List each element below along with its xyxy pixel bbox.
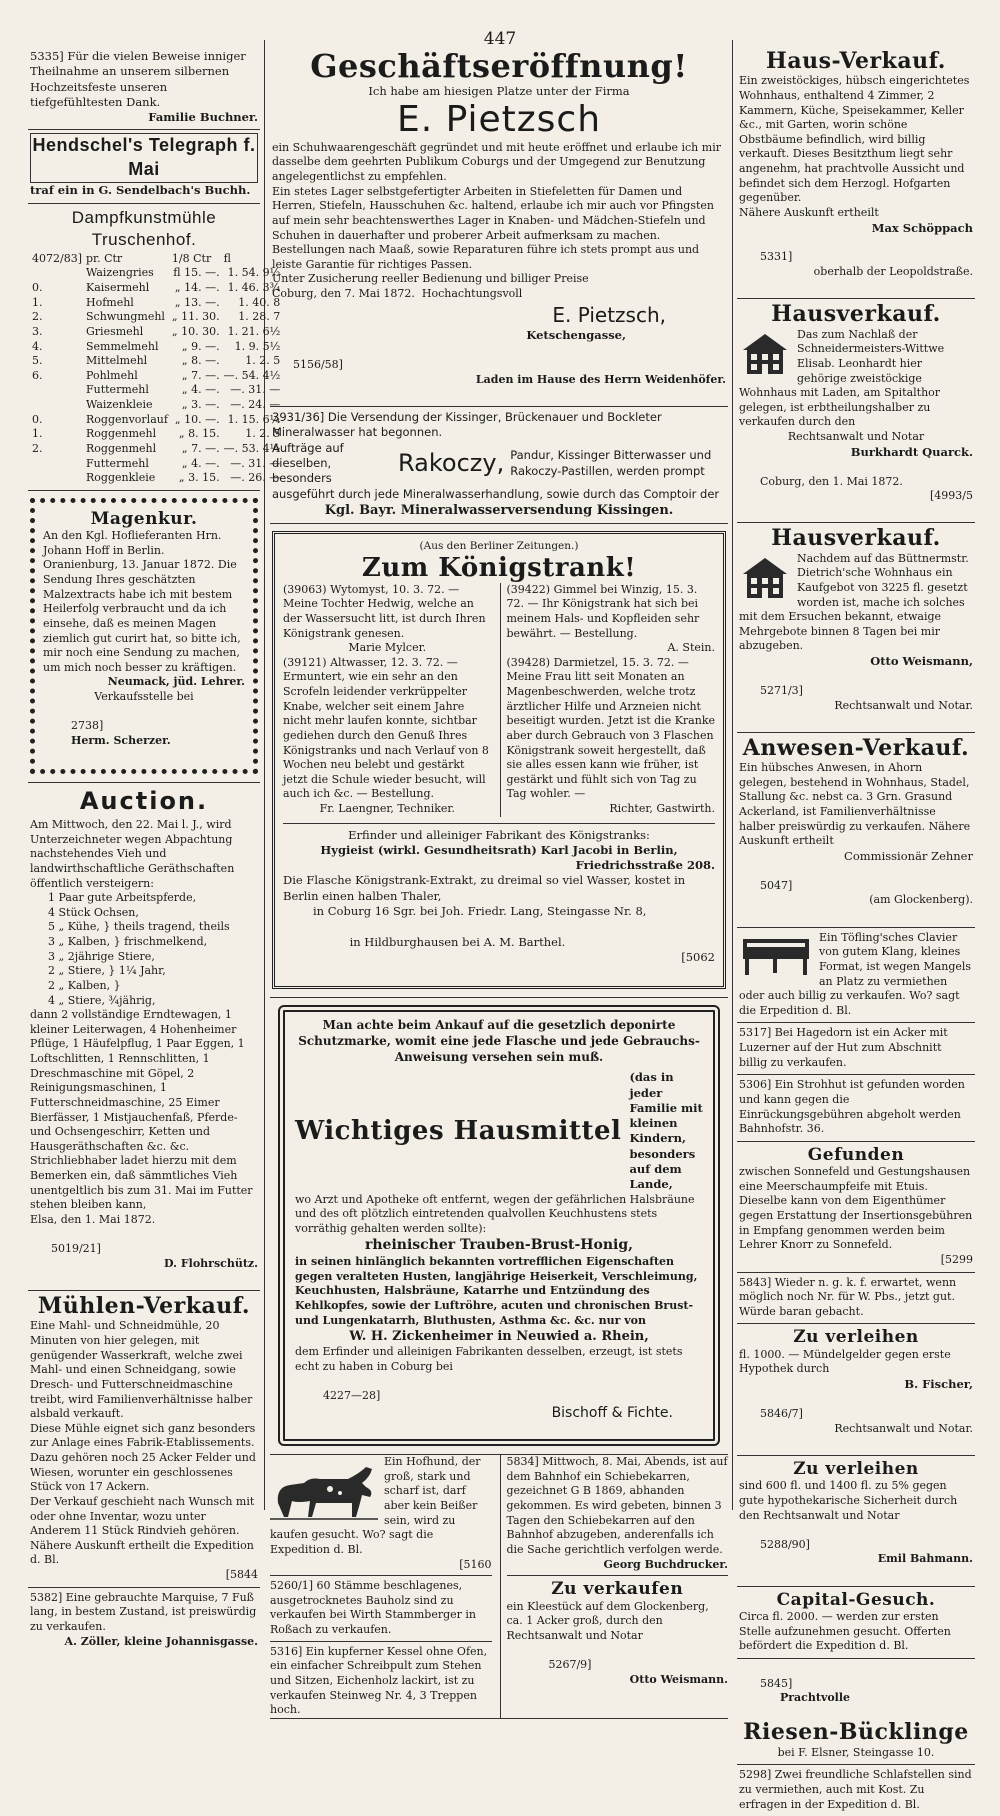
price-per-ctr: „ 10. 30. bbox=[171, 324, 220, 338]
ad-bauholz bbox=[270, 1576, 492, 1642]
ad-ref: 5331] bbox=[759, 250, 793, 264]
ad-ref: 5047] bbox=[759, 878, 793, 892]
ad-straw-hat bbox=[737, 1075, 975, 1142]
ad-text: Nachdem auf das Büttnermstr. Dietrich'sche Wohnhaus ein Kaufgebot von 3225 fl. gesetzt worden ist, mache ich solches mit dem Ersuchen bekannt, etwaige Mehrgebote binnen 8 Tagen bei mir abzugeben. bbox=[739, 551, 973, 653]
price-row bbox=[30, 266, 282, 281]
price-grade: 1. bbox=[32, 295, 43, 309]
ad-warning: Man achte beim Ankauf auf die gesetzlich deponirte Schutzmarke, womit eine jede Flasche und jede Gebrauchs-Anweisung versehen sein muß. bbox=[298, 1018, 700, 1065]
price-per-eighth: —. 26. — bbox=[230, 471, 281, 485]
ad-signature: Otto Weismann, bbox=[870, 654, 973, 669]
ad-signature: Rechtsanwalt und Notar. bbox=[834, 1421, 973, 1435]
ad-text: traf ein in G. Sendelbach's Buchh. bbox=[30, 183, 251, 198]
ad-row-bottom bbox=[270, 1455, 732, 1719]
price-row bbox=[30, 442, 282, 457]
ad-subtitle: (das in jeder Familie mit kleinen Kindern, besonders auf dem Lande, bbox=[629, 1070, 707, 1192]
ad-signature: A. Zöller, kleine Johannisgasse. bbox=[64, 1634, 258, 1648]
auction-item: 1 Paar gute Arbeitspferde, bbox=[48, 891, 197, 905]
price-grade: 1. bbox=[32, 427, 43, 441]
ad-frame bbox=[272, 531, 726, 989]
rakoczy-label: Rakoczy, bbox=[398, 448, 505, 477]
ad-capital bbox=[737, 1587, 975, 1659]
price-product: Schwungmehl bbox=[86, 310, 165, 324]
ad-thanks bbox=[28, 46, 260, 130]
ad-title: Zu verkaufen bbox=[551, 1579, 684, 1600]
price-per-eighth: —. 54. 4½ bbox=[223, 368, 281, 382]
ad-signature: Otto Weismann. bbox=[629, 1672, 728, 1686]
ad-text: Pandur, Kissinger Bitterwasser und Rakoczy-Pastillen, werden prompt bbox=[510, 448, 712, 478]
ad-signature: Max Schöppach bbox=[871, 220, 973, 235]
ad-signature: Familie Buchner. bbox=[148, 110, 258, 125]
piano-icon bbox=[739, 933, 813, 977]
price-per-eighth: —. 31. — bbox=[230, 383, 281, 397]
ad-title: Mühlen-Verkauf. bbox=[37, 1293, 251, 1320]
ad-intro: Ich habe am hiesigen Platze unter der Firma bbox=[368, 84, 630, 99]
price-product: Pohlmehl bbox=[86, 368, 138, 382]
ad-ref: 5019/21] bbox=[50, 1242, 101, 1256]
ad-text: in Coburg 16 Sgr. bei Joh. Friedr. Lang, Steingasse Nr. 8, bbox=[313, 904, 647, 919]
ad-kissingen bbox=[270, 407, 728, 524]
house-icon bbox=[739, 330, 791, 376]
ad-ref: [5299 bbox=[940, 1252, 973, 1266]
ad-frame bbox=[30, 498, 258, 774]
price-grade bbox=[30, 398, 84, 413]
auction-item: 2 „ Stiere, } 1¼ Jahr, bbox=[48, 964, 166, 978]
ad-magenkur bbox=[28, 491, 260, 783]
ad-hausmittel bbox=[270, 998, 728, 1455]
ad-bedrooms bbox=[737, 1765, 975, 1816]
price-per-eighth: 1. 15. 6¼ bbox=[227, 412, 281, 426]
ad-text: dem Erfinder und alleinigen Fabrikanten desselben, erzeugt, ist stets echt zu haben in Coburg bei bbox=[295, 1345, 686, 1374]
testimonial-signature: Richter, Gastwirth. bbox=[609, 802, 715, 815]
ad-lend-2 bbox=[737, 1456, 975, 1587]
ad-text: Am Mittwoch, den 22. Mai l. J., wird Unterzeichneter wegen Abpachtung nachstehendes Vieh und landwirthschaftliche Geräthschaften öffentlich versteigern: bbox=[30, 818, 238, 890]
ad-text: in seinen hinlänglich bekannten vortrefflichen Eigenschaften gegen veralteten Husten, langjährige Heiserkeit, Verschleimung, Keuchhusten, Halsbräune, Katarrhe und Entzündung des Kehlkopfes, sowie der Luftröhre, acuten und chronischen Brust- und Lungenkatarrh, Bluthusten, Asthma &c. &c. nur von bbox=[295, 1255, 702, 1327]
price-per-eighth: 1. 46. 3¾ bbox=[227, 281, 281, 295]
price-grade: 0. bbox=[32, 412, 43, 426]
ad-koenigstrank bbox=[270, 524, 728, 998]
ad-shop-opening bbox=[270, 46, 728, 407]
ad-text: 5260/1] 60 Stämme beschlagenes, ausgetrocknetes Bauholz sind zu verkaufen bei Wirth Stammberger in Roßach zu verkaufen. bbox=[270, 1579, 480, 1637]
ad-ref: 5845] bbox=[759, 1676, 793, 1690]
price-per-eighth: 1. 40. 8 bbox=[238, 295, 281, 309]
right-column bbox=[737, 46, 976, 1811]
ad-source: (Aus den Berliner Zeitungen.) bbox=[419, 540, 579, 553]
ad-title: Geschäftseröffnung! bbox=[310, 47, 688, 85]
price-per-ctr: „ 7. —. bbox=[181, 441, 220, 455]
ad-signature: B. Fischer, bbox=[904, 1377, 973, 1392]
ad-product: rheinischer Trauben-Brust-Honig, bbox=[364, 1237, 633, 1254]
price-grade: 0. bbox=[32, 281, 43, 295]
ad-label: Prachtvolle bbox=[779, 1691, 851, 1705]
ad-text: Hygieist (wirkl. Gesundheitsrath) Karl Jacobi in Berlin, bbox=[320, 842, 678, 857]
ad-house-sale-2 bbox=[737, 299, 975, 523]
ad-text: An den Kgl. Hoflieferanten Hrn. Johann Hoff in Berlin. Oranienburg, 13. Januar 1872. Die Sendung Ihres geschätzten Malzextracts habe ich mit bestem Heilerfolg verbraucht und da ich einsehe, daß es meinen Magen ziemlich gut curirt hat, so bitte ich, mir noch eine Sendung zu machen, um mich noch besser zu kräftigen. bbox=[43, 529, 241, 674]
price-per-eighth: 1. 2. 5 bbox=[245, 354, 281, 368]
ad-herring bbox=[737, 1659, 975, 1765]
price-grade: 6. bbox=[32, 368, 43, 382]
price-row bbox=[30, 310, 282, 325]
ad-text: 5317] Bei Hagedorn ist ein Acker mit Luzerner auf der Hut zum Abschnitt billig zu verkaufen. bbox=[739, 1026, 952, 1069]
testimonial: (39422) Gimmel bei Winzig, 15. 3. 72. — Ihr Königstrank hat sich bei meinem Hals- und Kopfleiden sehr bewährt. — Bestellung. bbox=[506, 582, 703, 640]
price-product: Futtermehl bbox=[86, 383, 149, 397]
ad-for-sale bbox=[507, 1576, 729, 1702]
price-col: 1/8 Ctr bbox=[171, 251, 212, 265]
ad-signature: Georg Buchdrucker. bbox=[603, 1557, 728, 1571]
testimonial-signature: Fr. Laengner, Techniker. bbox=[319, 802, 455, 815]
auction-item-list bbox=[30, 891, 258, 1008]
ad-lend-1 bbox=[737, 1324, 975, 1455]
ad-text: in Hildburghausen bei A. M. Barthel. bbox=[349, 934, 566, 949]
price-row bbox=[30, 413, 282, 428]
price-per-ctr: „ 8. 15. bbox=[178, 427, 220, 441]
price-product: Roggenmehl bbox=[86, 441, 157, 455]
ad-telegraph bbox=[28, 130, 260, 203]
ad-ref: [5062 bbox=[681, 949, 715, 964]
ad-row bbox=[272, 441, 726, 487]
ad-address: Friedrichsstraße 208. bbox=[575, 858, 715, 873]
price-per-eighth: —. 53. 4½ bbox=[223, 441, 281, 455]
price-grade bbox=[30, 383, 84, 398]
ad-date: Coburg, den 1. Mai 1872. bbox=[759, 474, 903, 488]
ad-address: Laden im Hause des Herrn Weidenhöfer. bbox=[475, 372, 726, 386]
price-per-ctr: „ 4. —. bbox=[181, 456, 220, 470]
ad-ref: 5271/3] bbox=[759, 683, 803, 697]
price-ref: 4072/83] bbox=[32, 251, 82, 265]
ad-piano bbox=[737, 928, 975, 1024]
ad-text: 5335] Für die vielen Beweise inniger Theilnahme an unserem silbernen Hochzeitsfeste unseren tiefgefühltesten Dank. bbox=[30, 49, 250, 109]
price-row bbox=[30, 471, 282, 486]
price-per-eighth: 1. 21. 6½ bbox=[227, 324, 281, 338]
price-product: Roggenvorlauf bbox=[86, 412, 168, 426]
ad-text: Die Flasche Königstrank-Extrakt, zu dreimal so viel Wasser, kostet in Berlin einen halben Thaler, bbox=[283, 873, 689, 903]
ad-ref: [5844 bbox=[225, 1568, 258, 1581]
ad-house-sale-3 bbox=[737, 523, 975, 732]
ad-ref: 5267/9] bbox=[548, 1658, 592, 1672]
ad-text: Circa fl. 2000. — werden zur ersten Stelle aufzunehmen gesucht. Offerten befördert die Expedition d. Bl. bbox=[739, 1610, 955, 1653]
price-table-header bbox=[30, 252, 282, 267]
ad-ref: [4993/5 bbox=[930, 489, 973, 503]
price-per-ctr: „ 9. —. bbox=[181, 339, 220, 353]
price-table bbox=[30, 252, 282, 486]
price-row bbox=[30, 281, 282, 296]
price-per-eighth: —. 31. — bbox=[230, 456, 281, 470]
ad-text: 5316] Ein kupferner Kessel ohne Ofen, ein einfacher Schreibpult zum Stehen und Sitzen, Eichenholz lackirt, ist zu verkaufen Steinweg Nr. 4, 3 Treppen hoch. bbox=[270, 1644, 491, 1717]
ad-house-sale-1 bbox=[737, 46, 975, 299]
ad-text: ein Schuhwaarengeschäft gegründet und mit heute eröffnet und erlaube ich mir dasselbe dem geehrten Publikum Coburgs und der Umgegend zur Benutzung angelegentlichst zu empfehlen. Ein stetes Lager selbstgefertigter Arbeiten in Stiefeletten für Damen und Herren, Stiefeln, Hausschuhen &c. haltend, erlaube ich mir auch vor Pfingsten auf mein sehr beachtenswerthes Lager in Knaben- und Mädchen-Stiefeln und Schuhen in dauerhafter und proberer Arbeit aufmerksam zu machen. Bestellungen nach Maaß, sowie Reparaturen führe ich stets prompt aus und leiste Garantie für richtiges Passen. Unter Zusicherung reeller Bedienung und billiger Preise Coburg, den 7. Mai 1872. Hochachtungsvoll bbox=[272, 140, 721, 301]
price-row bbox=[30, 296, 282, 311]
ad-text: 5834] Mittwoch, 8. Mai, Abends, ist auf dem Bahnhof ein Schiebekarren, gezeichnet G B 1869, abhanden gekommen. Es wird gebeten, binnen 3 Tagen den Schiebekarren auf den Bahnhof abzugeben, anderenfalls ich die Sache gerichtlich verfolgen werde. bbox=[506, 1455, 732, 1556]
price-row bbox=[30, 369, 282, 384]
ad-title: Zum Königstrank! bbox=[361, 553, 637, 584]
ad-address: Ketschengasse, bbox=[526, 328, 626, 343]
price-product: Hofmehl bbox=[86, 295, 134, 309]
ad-text: Erfinder und alleiniger Fabrikant des Königstranks: bbox=[348, 827, 650, 842]
price-product: Roggenmehl bbox=[86, 427, 157, 441]
ad-signature: Rechtsanwalt und Notar bbox=[787, 430, 925, 443]
column-rule bbox=[732, 40, 733, 1510]
ad-title: Hausverkauf. bbox=[771, 301, 941, 328]
ad-title: Hausverkauf. bbox=[771, 525, 941, 552]
ad-title: Riesen-Bücklinge bbox=[743, 1719, 969, 1746]
price-row bbox=[30, 354, 282, 369]
ad-text: fl. 1000. — Mündelgelder gegen erste Hypothek durch bbox=[739, 1347, 955, 1376]
ad-footer bbox=[283, 823, 715, 981]
price-product: Griesmehl bbox=[86, 324, 144, 338]
ad-text: zwischen Sonnefeld und Gestungshausen eine Meerschaumpfeife mit Etuis. Dieselbe kann von dem Eigenthümer gegen Erstattung der Insertionsgebühren in Empfang genommen werden beim Lehrer Knorr zu Sonnefeld. bbox=[739, 1165, 976, 1252]
price-grade: 3. bbox=[32, 324, 43, 338]
price-per-eighth: —. 24. — bbox=[230, 398, 281, 412]
testimonial: (39121) Altwasser, 12. 3. 72. — Ermuntert, wie ein sehr an den Scrofeln leidender verkrüppelter Knabe, welcher seit einem Jahre nicht mehr laufen konnte, sichtbar gediehen durch den Genuß Ihres Königstranks und nach Verlauf von 8 Wochen neu belebt und gestärkt jetzt die Schule wieder besucht, will auch ich &c. — Bestellung. bbox=[283, 655, 493, 801]
ad-title: Hendschel's Telegraph f. Mai bbox=[30, 133, 258, 183]
auction-item: 3 „ Kalben, } frischmelkend, bbox=[48, 935, 208, 949]
ad-ref: 5156/58] bbox=[292, 358, 343, 372]
ad-text: 5298] Zwei freundliche Schlafstellen sind zu vermiethen, auch mit Kost. Zu erfragen in der Expedition d. Bl. bbox=[739, 1768, 976, 1811]
price-per-eighth: 1. 9. 5½ bbox=[234, 339, 281, 353]
price-product: Semmelmehl bbox=[86, 339, 159, 353]
ad-dealer: Bischoff & Fichte. bbox=[551, 1404, 673, 1421]
price-per-ctr: „ 10. —. bbox=[174, 412, 220, 426]
ad-marquise bbox=[28, 1588, 260, 1654]
price-product: Futtermehl bbox=[86, 456, 149, 470]
ad-title: Zu verleihen bbox=[793, 1327, 919, 1348]
ad-title: Haus-Verkauf. bbox=[766, 48, 946, 74]
price-per-ctr: „ 13. —. bbox=[174, 295, 220, 309]
ad-signature: Commissionär Zehner bbox=[844, 848, 973, 863]
ad-maker: W. H. Zickenheimer in Neuwied a. Rhein, bbox=[349, 1329, 649, 1345]
price-grade: 4. bbox=[32, 339, 43, 353]
price-per-ctr: „ 3. —. bbox=[181, 398, 220, 412]
price-grade: 2. bbox=[32, 441, 43, 455]
ad-estate-sale bbox=[737, 733, 975, 928]
ad-title-row bbox=[295, 1070, 707, 1192]
testimonial-signature: Marie Mylcer. bbox=[348, 641, 427, 655]
ad-signature: D. Flohrschütz. bbox=[164, 1256, 258, 1270]
ad-title: Magenkur. bbox=[90, 508, 198, 529]
price-per-ctr: fl 15. —. bbox=[173, 266, 220, 280]
ad-title: Dampfkunstmühle Truschenhof. bbox=[71, 207, 217, 250]
ad-text: Aufträge auf dieselben, besonders bbox=[272, 440, 344, 486]
price-product: Roggenkleie bbox=[86, 471, 156, 485]
ad-mill-sale bbox=[28, 1291, 260, 1588]
ad-found bbox=[737, 1142, 975, 1273]
ad-text: Ein Hofhund, der groß, stark und scharf ist, darf aber kein Beißer sein, wird zu kaufen gesucht. Wo? sagt die Expedition d. Bl. bbox=[270, 1455, 485, 1556]
ad-column bbox=[270, 1455, 492, 1718]
ad-wanted bbox=[737, 1273, 975, 1325]
ad-text: Das zum Nachlaß der Schneidermeisters-Wittwe Elisab. Leonhardt hier gehörige zweistöckige Wohnhaus mit Laden, am Spitalthor gelegen, ist erbtheilungshalber zu verkaufen durch den bbox=[739, 327, 948, 429]
ad-address: (am Glockenberg). bbox=[869, 893, 973, 907]
testimonial-column-right bbox=[500, 582, 719, 817]
ad-text: Eine Mahl- und Schneidmühle, 20 Minuten von hier gelegen, mit genügender Wasserkraft, welche zwei Mahl- und einen Schneidgang, sowie Dresch- und Futterschneidmaschine treibt, wird Familienverhältnisse halber alsbald verkauft. Diese Mühle eignet sich ganz besonders zur Anlage eines Fabrik-Etablissements. Dazu gehören noch 25 Acker Felder und Wiesen, worunter ein geschlossenes Stück von 17 Ackern. Der Verkauf geschieht nach Wunsch mit oder ohne Inventar, wozu unter Anderem 11 Stück Rindvieh gehören. Nähere Auskunft ertheilt die Expedition d. Bl. bbox=[30, 1319, 256, 1567]
price-product: Kaisermehl bbox=[86, 281, 150, 295]
ad-signature: Burkhardt Quarck. bbox=[850, 444, 973, 459]
page-number: 447 bbox=[483, 29, 517, 49]
testimonial-signature: A. Stein. bbox=[667, 641, 715, 655]
price-per-eighth: 1. 28. 7 bbox=[238, 310, 281, 324]
house-icon bbox=[739, 554, 791, 600]
price-product: Mittelmehl bbox=[86, 354, 148, 368]
testimonials bbox=[283, 582, 719, 817]
ad-text: 3931/36] Die Versendung der Kissinger, Brückenauer und Bockleter Mineralwasser hat begonnen. bbox=[272, 410, 666, 440]
ad-mill-prices bbox=[28, 204, 281, 491]
price-per-eighth: 1. 54. 9½ bbox=[227, 266, 281, 280]
ad-auction bbox=[28, 783, 260, 1291]
price-row bbox=[30, 383, 282, 398]
middle-column bbox=[270, 46, 732, 1717]
testimonial: (39428) Darmietzel, 15. 3. 72. — Meine Frau litt seit Monaten an Magenbeschwerden, welche trotz ärztlicher Hilfe und Arzneien nicht beseitigt wurden. Jetzt ist die Kranke aber durch Gebrauch von 3 Flaschen Königstrank soweit hergestellt, daß sie alles essen kann wie früher, ist gestärkt und fühlt sich von Tag zu Tag wohler. — bbox=[506, 655, 719, 801]
price-row bbox=[30, 340, 282, 355]
ad-text: Ein Töfling'sches Clavier von gutem Klang, kleines Format, ist wegen Mangels an Platz zu vermiethen oder auch billig zu verkaufen. Wo? sagt die Erpedition d. Bl. bbox=[739, 930, 975, 1017]
ad-outlet-name: Herm. Scherzer. bbox=[70, 733, 171, 747]
price-row bbox=[30, 457, 282, 472]
left-column bbox=[28, 46, 281, 1648]
ad-text: 5843] Wieder n. g. k. f. erwartet, wenn möglich noch Nr. für W. Pbs., jetzt gut. Würde baran gebacht. bbox=[739, 1275, 960, 1318]
firm-name: E. Pietzsch bbox=[396, 99, 602, 141]
price-per-ctr: „ 8. —. bbox=[181, 354, 220, 368]
ad-signature: E. Pietzsch, bbox=[552, 302, 666, 327]
auction-item: 5 „ Kühe, } theils tragend, theils bbox=[48, 920, 230, 934]
ad-text: Ein zweistöckiges, hübsch eingerichtetes Wohnhaus, enthaltend 4 Zimmer, 2 Kammern, Küche, Speisekammer, Keller &c., mit Garten, worin schöne Obstbäume befindlich, wird billig verkauft. Dieses Besitzthum liegt sehr angenehm, hat prachtvolle Aussicht und befindet sich dem Herzogl. Hofgarten gegenüber. Nähere Auskunft ertheilt bbox=[739, 74, 970, 219]
ad-text: wo Arzt und Apotheke oft entfernt, wegen der gefährlichen Halsbräune und des oft plötzlich eintretenden qualvollen Keuchhustens stets vorräthig gehalten werden sollte): bbox=[295, 1192, 699, 1235]
price-row bbox=[30, 325, 282, 340]
ad-title: Gefunden bbox=[807, 1144, 905, 1165]
ad-kettle bbox=[270, 1642, 492, 1718]
price-per-eighth: 1. 2. 5 bbox=[245, 427, 281, 441]
ad-address: oberhalb der Leopoldstraße. bbox=[813, 265, 973, 279]
auction-item: 4 Stück Ochsen, bbox=[48, 905, 139, 919]
ad-text: 5306] Ein Strohhut ist gefunden worden und kann gegen die Einrückungsgebühren abgeholt werden Bahnhofstr. 36. bbox=[739, 1078, 969, 1136]
price-per-ctr: „ 4. —. bbox=[181, 383, 220, 397]
price-row bbox=[30, 398, 282, 413]
ad-ref: 5846/7] bbox=[759, 1407, 803, 1420]
ad-title: Zu verleihen bbox=[793, 1458, 919, 1479]
ad-columns bbox=[270, 1455, 732, 1718]
ad-text: ein Kleestück auf dem Glockenberg, ca. 1 Acker groß, durch den Rechtsanwalt und Notar bbox=[506, 1599, 713, 1642]
ad-text: Ein hübsches Anwesen, in Ahorn gelegen, bestehend in Wohnhaus, Stadel, Stallung &c. nebst ca. 3 Grn. Grasund Ackerland, ist Familienverhältnisse halber preiswürdig zu verkaufen. Nähere Auskunft ertheilt bbox=[739, 761, 974, 848]
ad-column bbox=[500, 1455, 732, 1718]
ad-frame bbox=[278, 1005, 720, 1446]
ad-ref: 5288/90] bbox=[759, 1537, 810, 1551]
ad-organization: Kgl. Bayr. Mineralwasserversendung Kissingen. bbox=[324, 502, 674, 518]
dog-icon bbox=[270, 1457, 378, 1521]
ad-text: dann 2 vollständige Erndtewagen, 1 kleiner Leiterwagen, 4 Hohenheimer Pflüge, 1 Häufelpflug, 1 Paar Eggen, 1 Loftschlitten, 1 Rennschlitten, 1 Dreschmaschine mit Göpel, 2 Reinigungsmaschinen, 1 Futterschneidmaschine, 25 Eimer Bierfässer, 1 Mistjauchenfaß, Pferde- und Ochsengeschirr, Ketten und Hausgeräthschaften &c. &c. Strichliebhaber ladet hierzu mit dem Bemerken ein, daß sämmtliches Vieh unentgeltlich bis zum 31. Mai im Futter stehen bleiben kann, Elsa, den 1. Mai 1872. bbox=[30, 1008, 253, 1226]
price-grade bbox=[30, 266, 84, 281]
ad-title: Capital-Gesuch. bbox=[776, 1589, 936, 1610]
price-grade: 5. bbox=[32, 354, 43, 368]
price-product: Waizengries bbox=[86, 266, 154, 280]
ad-title: Wichtiges Hausmittel bbox=[295, 1116, 622, 1147]
price-col: pr. Ctr bbox=[86, 251, 123, 265]
ad-ref: [5160 bbox=[459, 1557, 492, 1571]
ad-title: Auction. bbox=[79, 787, 209, 816]
price-grade: 2. bbox=[32, 310, 43, 324]
price-per-ctr: „ 11. 30. bbox=[171, 310, 220, 324]
ad-text: bei F. Elsner, Steingasse 10. bbox=[777, 1745, 935, 1759]
testimonial: (39063) Wytomyst, 10. 3. 72. — Meine Tochter Hedwig, welche an der Wassersucht litt, ist durch Ihren Königstrank genesen. bbox=[283, 582, 490, 640]
ad-text: sind 600 fl. und 1400 fl. zu 5% gegen gute hypothekarische Sicherheit durch den Rechtsanwalt und Notar bbox=[739, 1479, 961, 1522]
price-col: fl bbox=[223, 251, 231, 265]
ad-acre bbox=[737, 1023, 975, 1075]
auction-item: 3 „ 2jährige Stiere, bbox=[48, 949, 155, 963]
ad-signature: Neumack, jüd. Lehrer. bbox=[107, 675, 245, 689]
price-per-ctr: „ 3. 15. bbox=[178, 471, 220, 485]
ad-text: 5382] Eine gebrauchte Marquise, 7 Fuß lang, in bestem Zustand, ist preiswürdig zu verkaufen. bbox=[30, 1590, 260, 1633]
ad-dog bbox=[270, 1455, 492, 1576]
testimonial-column-left bbox=[283, 583, 492, 817]
ad-outlet: Verkaufsstelle bei bbox=[94, 690, 194, 704]
ad-ref: 2738] bbox=[70, 719, 104, 733]
ad-text: ausgeführt durch jede Mineralwasserhandlung, sowie durch das Comptoir der bbox=[272, 486, 720, 501]
ad-title: Anwesen-Verkauf. bbox=[742, 734, 970, 761]
price-product: Waizenkleie bbox=[86, 398, 153, 412]
ad-signature: Rechtsanwalt und Notar. bbox=[834, 698, 973, 712]
price-grade bbox=[30, 471, 84, 486]
ad-signature: Emil Bahmann. bbox=[877, 1552, 973, 1566]
auction-item: 4 „ Stiere, ¾jährig, bbox=[48, 993, 156, 1007]
price-per-ctr: „ 7. —. bbox=[181, 368, 220, 382]
auction-item: 2 „ Kalben, } bbox=[48, 978, 121, 992]
price-per-ctr: „ 14. —. bbox=[174, 281, 220, 295]
ad-ref: 4227—28] bbox=[322, 1389, 381, 1403]
ad-cart bbox=[506, 1455, 732, 1576]
price-grade bbox=[30, 457, 84, 472]
price-row bbox=[30, 427, 282, 442]
